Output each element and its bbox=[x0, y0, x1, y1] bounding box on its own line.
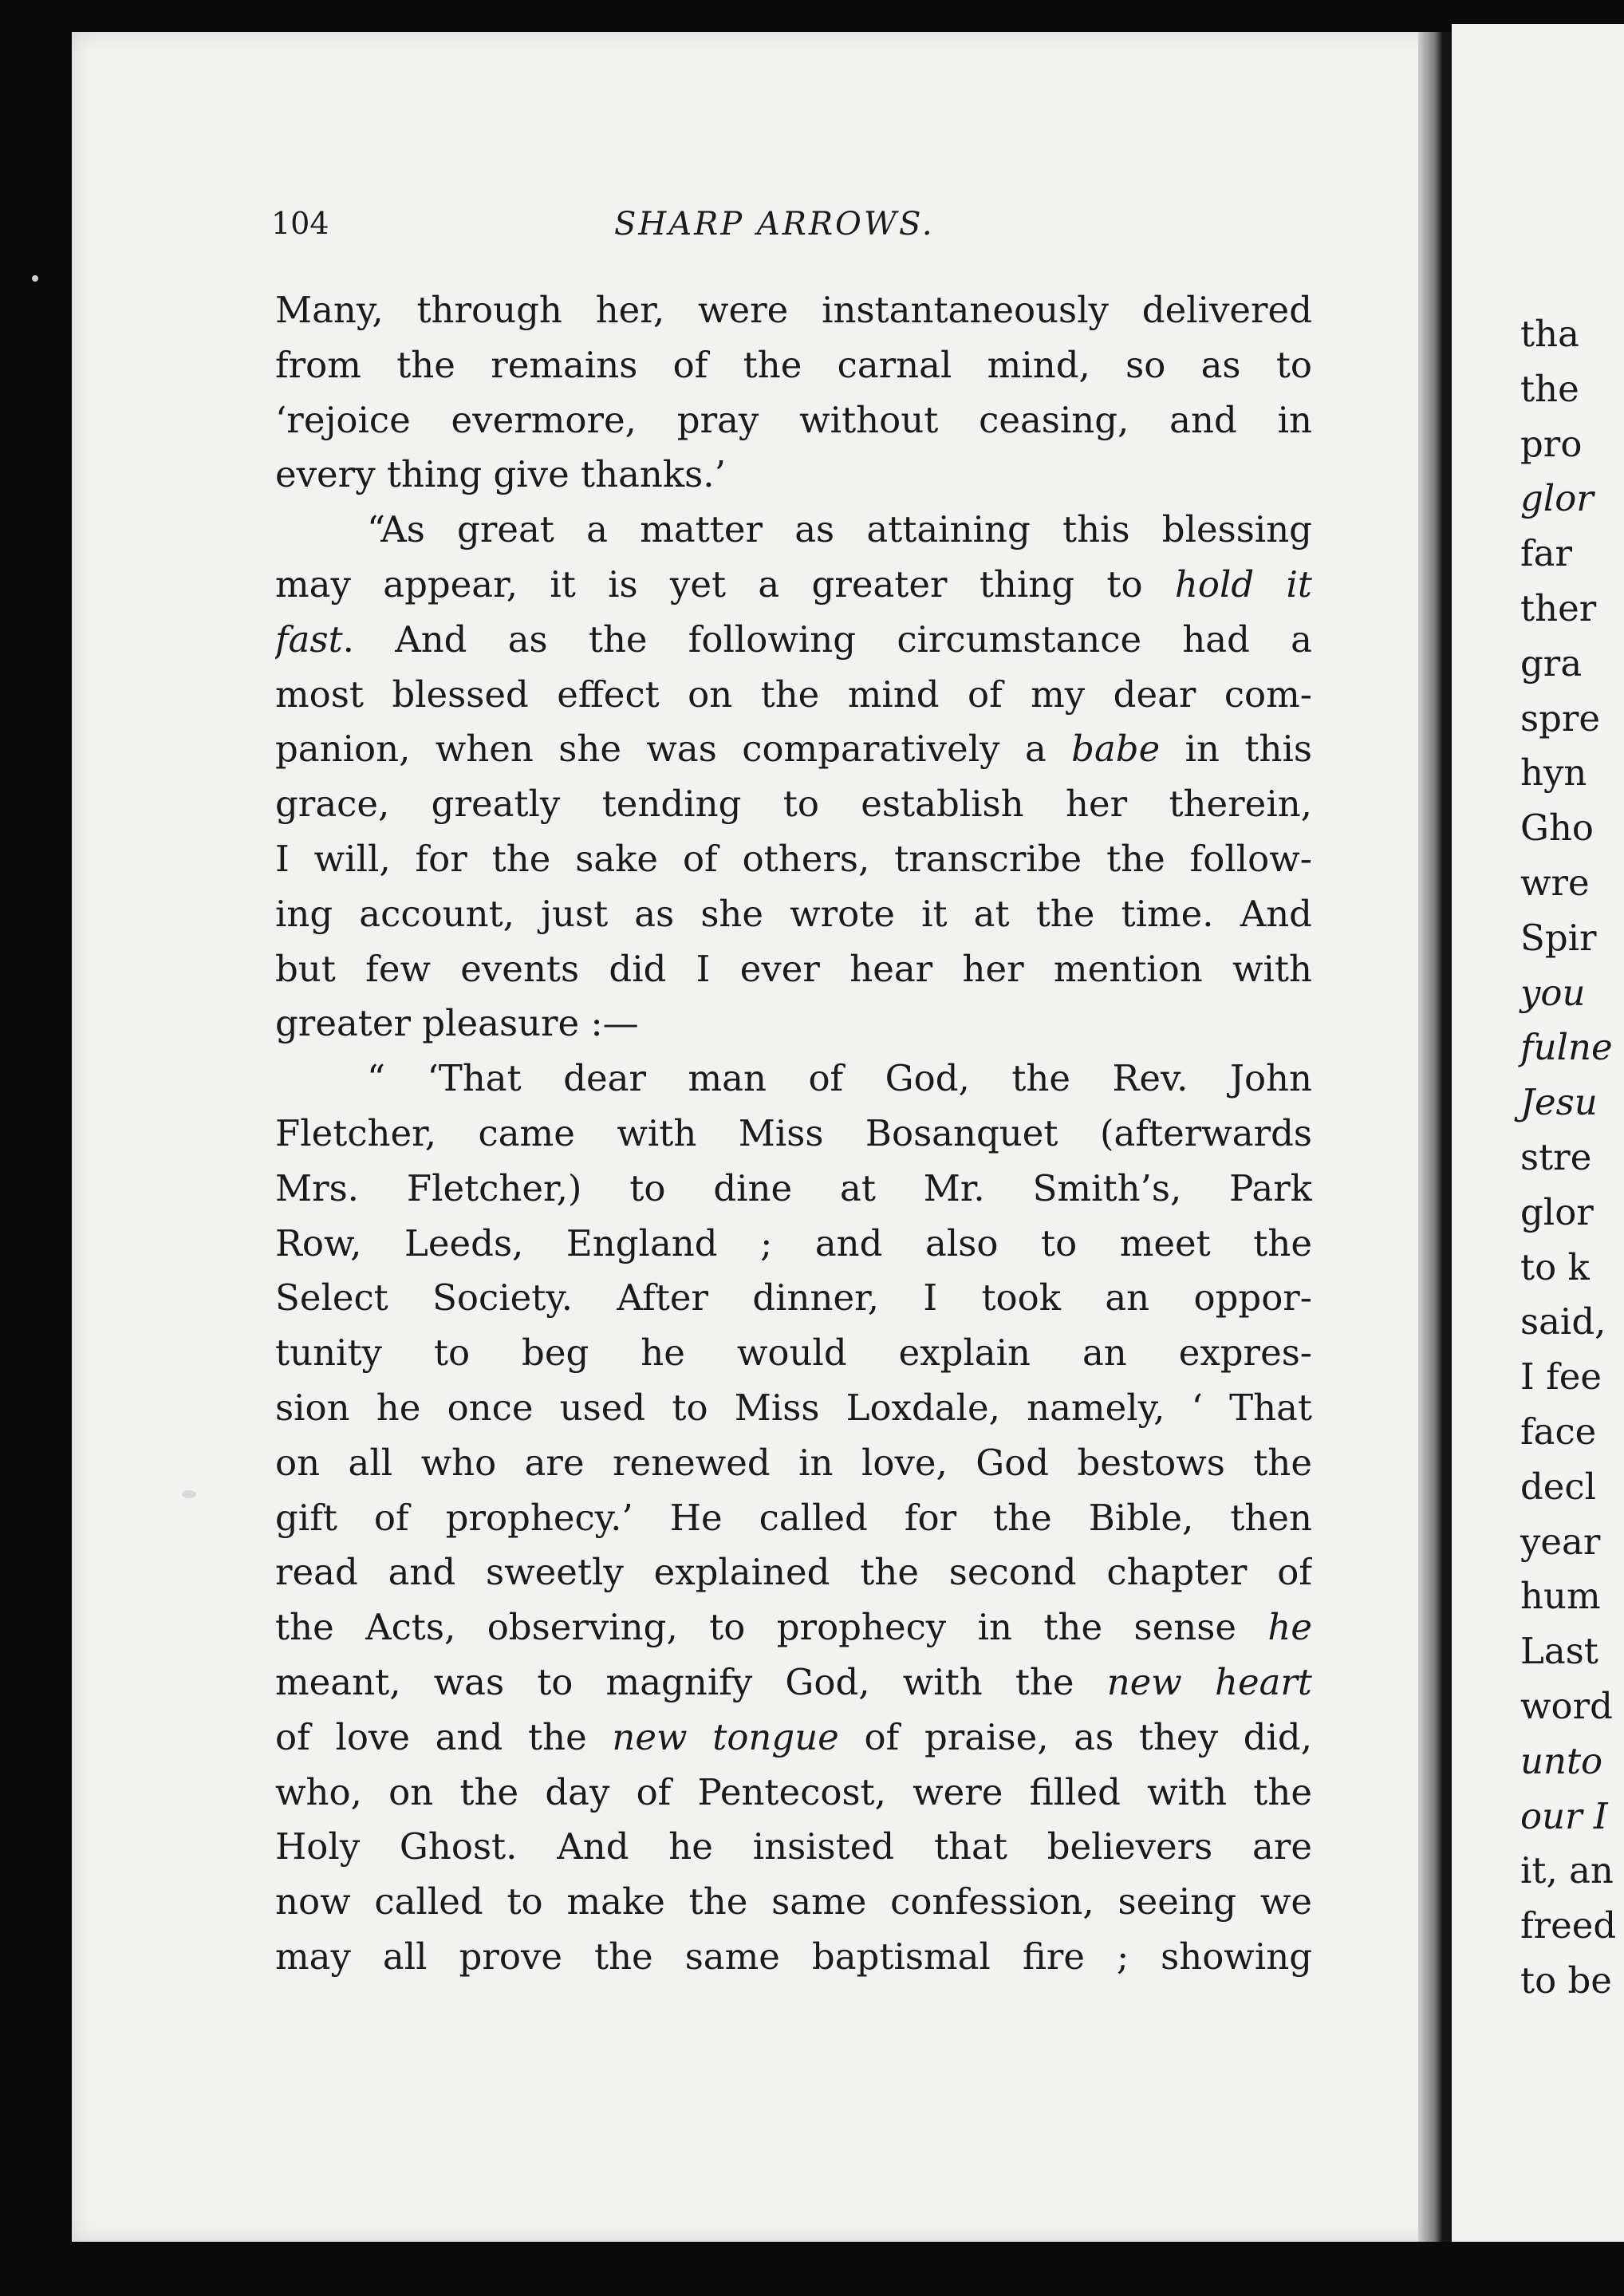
text-line: ing account, just as she wrote it at the time. And bbox=[275, 892, 1312, 935]
text-line: of love and the new tongue of praise, as they did, bbox=[275, 1715, 1312, 1758]
book-title: SHARP ARROWS. bbox=[614, 206, 935, 243]
text-line: on all who are renewed in love, God bestows the bbox=[275, 1441, 1312, 1484]
text-line: greater pleasure :— bbox=[275, 1002, 639, 1045]
paper-speck bbox=[182, 1490, 196, 1498]
text-line: ‘rejoice evermore, pray without ceasing, and in bbox=[275, 398, 1312, 441]
page-number: 104 bbox=[271, 206, 329, 241]
fragment-line: you bbox=[1520, 971, 1586, 1014]
fragment-line: to be bbox=[1520, 1959, 1612, 2002]
text-line: read and sweetly explained the second chapter of bbox=[275, 1551, 1312, 1594]
text-line: every thing give thanks.’ bbox=[275, 453, 726, 496]
body-text bbox=[275, 283, 1312, 1985]
italic-text: new tongue bbox=[612, 1715, 839, 1758]
fragment-line: Spir bbox=[1520, 916, 1597, 959]
book-spine bbox=[1442, 32, 1452, 2242]
fragment-line: our I bbox=[1520, 1794, 1608, 1837]
fragment-line: hyn bbox=[1520, 752, 1587, 795]
text-line: Mrs. Fletcher,) to dine at Mr. Smith’s, Park bbox=[275, 1166, 1312, 1209]
fragment-line: it, an bbox=[1520, 1849, 1614, 1892]
text-line: gift of prophecy.’ He called for the Bible, then bbox=[275, 1496, 1312, 1539]
text-line: who, on the day of Pentecost, were filled with the bbox=[275, 1770, 1312, 1813]
text-line: Row, Leeds, England ; and also to meet the bbox=[275, 1221, 1312, 1264]
fragment-line: tha bbox=[1520, 313, 1579, 355]
fragment-line: said, bbox=[1520, 1300, 1606, 1343]
text-line: Holy Ghost. And he insisted that believers are bbox=[275, 1825, 1312, 1868]
italic-text: new heart bbox=[1106, 1660, 1312, 1703]
fragment-line: to k bbox=[1520, 1245, 1590, 1288]
text-line: Fletcher, came with Miss Bosanquet (afterwards bbox=[275, 1111, 1312, 1154]
fragment-line: the bbox=[1520, 367, 1579, 410]
fragment-line: ther bbox=[1520, 586, 1597, 629]
fragment-line: Gho bbox=[1520, 807, 1594, 850]
fragment-line: fulne bbox=[1520, 1026, 1613, 1069]
italic-text: he bbox=[1267, 1606, 1312, 1649]
text-line: grace, greatly tending to establish her therein, bbox=[275, 783, 1312, 826]
fragment-line: freed bbox=[1520, 1904, 1617, 1947]
text-line: the Acts, observing, to prophecy in the sense he bbox=[275, 1606, 1312, 1649]
right-page-edge bbox=[1452, 24, 1624, 2242]
fragment-line: wre bbox=[1520, 861, 1590, 904]
fragment-line: far bbox=[1520, 532, 1572, 575]
fragment-line: gra bbox=[1520, 641, 1583, 684]
text-line: most blessed effect on the mind of my dear com- bbox=[275, 673, 1312, 716]
fragment-line: I fee bbox=[1520, 1355, 1602, 1399]
fragment-line: decl bbox=[1520, 1465, 1597, 1508]
paper-speck bbox=[32, 275, 38, 282]
fragment-line: pro bbox=[1520, 422, 1583, 465]
text-line: Select Society. After dinner, I took an oppor- bbox=[275, 1276, 1312, 1320]
text-line: fast. And as the following circumstance had a bbox=[275, 617, 1312, 661]
fragment-line: spre bbox=[1520, 696, 1601, 740]
fragment-line: unto bbox=[1520, 1739, 1603, 1782]
text-line: “ ‘That dear man of God, the Rev. John bbox=[367, 1057, 1312, 1100]
fragment-line: face bbox=[1520, 1410, 1597, 1453]
text-line: but few events did I ever hear her mention with bbox=[275, 947, 1312, 990]
fragment-line: year bbox=[1520, 1520, 1601, 1563]
fragment-line: glor bbox=[1520, 1190, 1594, 1233]
fragment-line: word bbox=[1520, 1684, 1613, 1727]
fragment-line: Last bbox=[1520, 1630, 1598, 1673]
text-line: “As great a matter as attaining this blessing bbox=[367, 508, 1312, 551]
fragment-line: hum bbox=[1520, 1575, 1601, 1618]
text-line: now called to make the same confession, seeing we bbox=[275, 1880, 1312, 1923]
text-line: may all prove the same baptismal fire ; showing bbox=[275, 1935, 1312, 1978]
text-line: I will, for the sake of others, transcribe the follow- bbox=[275, 837, 1312, 880]
text-line: may appear, it is yet a greater thing to hold it bbox=[275, 562, 1312, 606]
text-line: meant, was to magnify God, with the new heart bbox=[275, 1660, 1312, 1703]
text-line: Many, through her, were instantaneously delivered bbox=[275, 289, 1312, 331]
page-gutter-shadow bbox=[1418, 32, 1442, 2242]
right-page-text bbox=[1520, 307, 1616, 2009]
fragment-line: glor bbox=[1520, 477, 1594, 520]
text-line: tunity to beg he would explain an expres- bbox=[275, 1331, 1312, 1375]
text-line: sion he once used to Miss Loxdale, namely, ‘ That bbox=[275, 1386, 1312, 1429]
italic-text: fast bbox=[275, 617, 343, 661]
text-line: panion, when she was comparatively a babe in this bbox=[275, 728, 1312, 771]
italic-text: hold it bbox=[1174, 562, 1312, 606]
fragment-line: Jesu bbox=[1520, 1081, 1598, 1124]
text-line: from the remains of the carnal mind, so as to bbox=[275, 343, 1312, 386]
fragment-line: stre bbox=[1520, 1135, 1592, 1178]
italic-text: babe bbox=[1071, 728, 1161, 771]
